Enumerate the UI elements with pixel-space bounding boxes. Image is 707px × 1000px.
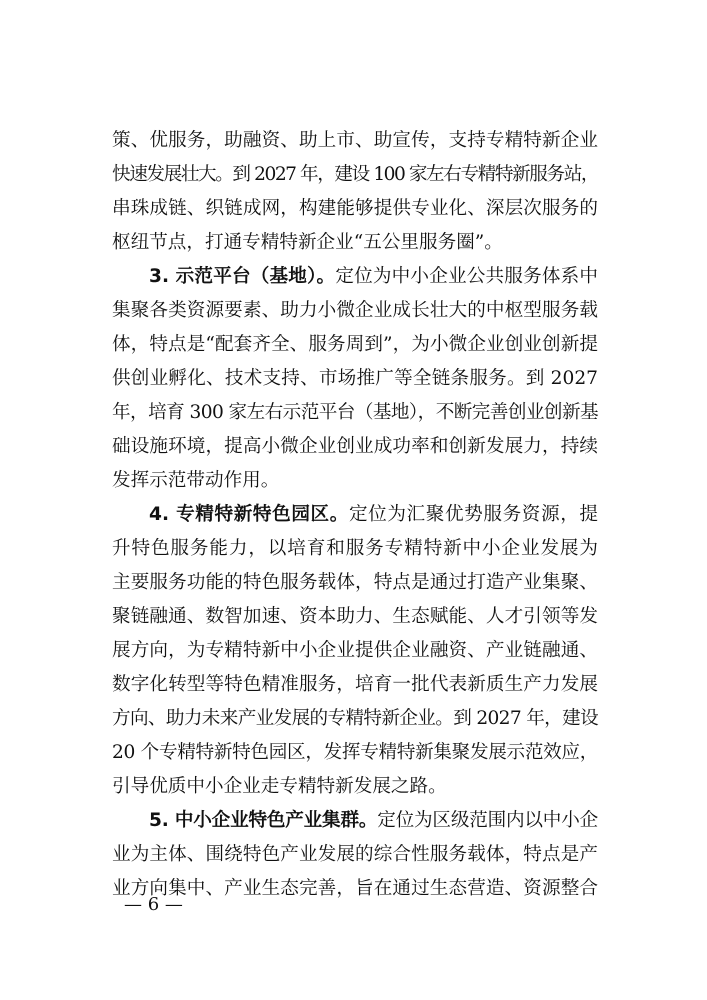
- text-line: 策、优服务，助融资、助上市、助宣传，支持专精特新企业: [112, 130, 598, 151]
- text-line: 础设施环境，提高小微企业创业成功率和创新发展力，持续: [112, 436, 598, 457]
- text-line: 升特色服务能力，以培育和服务专精特新中小企业发展为: [112, 538, 598, 559]
- text-line: 20 个专精特新特色园区，发挥专精特新集聚发展示范效应，: [112, 742, 599, 763]
- text-line: 聚链融通、数智加速、资本助力、生态赋能、人才引领等发: [112, 606, 598, 627]
- section-heading: 3. 示范平台（基地）。: [149, 266, 336, 287]
- text-segment: 定位为汇聚优势服务资源，提: [348, 504, 598, 525]
- paragraph-continuation: [112, 124, 598, 260]
- text-line: [112, 804, 598, 838]
- text-line: 引导优质中小企业走专精特新发展之路。: [112, 776, 447, 797]
- text-line: 业方向集中、产业生态完善，旨在通过生态营造、资源整合: [112, 878, 598, 899]
- section-heading: 5. 中小企业特色产业集群。: [149, 810, 378, 831]
- text-line: 集聚各类资源要素、助力小微企业成长壮大的中枢型服务载: [112, 300, 598, 321]
- text-line: 快速发展壮大。到 2027 年，建设 100 家左右专精特新服务站，: [112, 164, 598, 185]
- text-line: 供创业孵化、技术支持、市场推广等全链条服务。到 2027: [112, 368, 598, 389]
- text-segment: 定位为区级范围内以中小企: [377, 810, 598, 831]
- text-line: 方向、助力未来产业发展的专精特新企业。到 2027 年，建设: [112, 708, 598, 729]
- page-number: — 6 —: [124, 894, 183, 915]
- text-line: 体，特点是“配套齐全、服务周到”，为小微企业创业创新提: [112, 334, 598, 355]
- text-line: 发挥示范带动作用。: [112, 470, 280, 491]
- text-line: 展方向，为专精特新中小企业提供企业融资、产业链融通、: [112, 640, 598, 661]
- text-segment: 定位为中小企业公共服务体系中: [335, 266, 598, 287]
- body-text: [112, 124, 598, 906]
- text-line: 业为主体、围绕特色产业发展的综合性服务载体，特点是产: [112, 844, 598, 865]
- paragraph-industrial-cluster: [112, 804, 598, 906]
- section-heading: 4. 专精特新特色园区。: [149, 504, 349, 525]
- text-line: 年，培育 300 家左右示范平台（基地），不断完善创业创新基: [112, 402, 598, 423]
- text-line: [112, 498, 598, 532]
- text-line: [112, 260, 598, 294]
- text-line: 枢纽节点，打通专精特新企业“五公里服务圈”。: [112, 232, 503, 253]
- text-line: 主要服务功能的特色服务载体，特点是通过打造产业集聚、: [112, 572, 598, 593]
- text-line: 串珠成链、织链成网，构建能够提供专业化、深层次服务的: [112, 198, 598, 219]
- paragraph-demo-platform: [112, 260, 598, 498]
- paragraph-specialized-park: [112, 498, 598, 804]
- text-line: 数字化转型等特色精准服务，培育一批代表新质生产力发展: [112, 674, 598, 695]
